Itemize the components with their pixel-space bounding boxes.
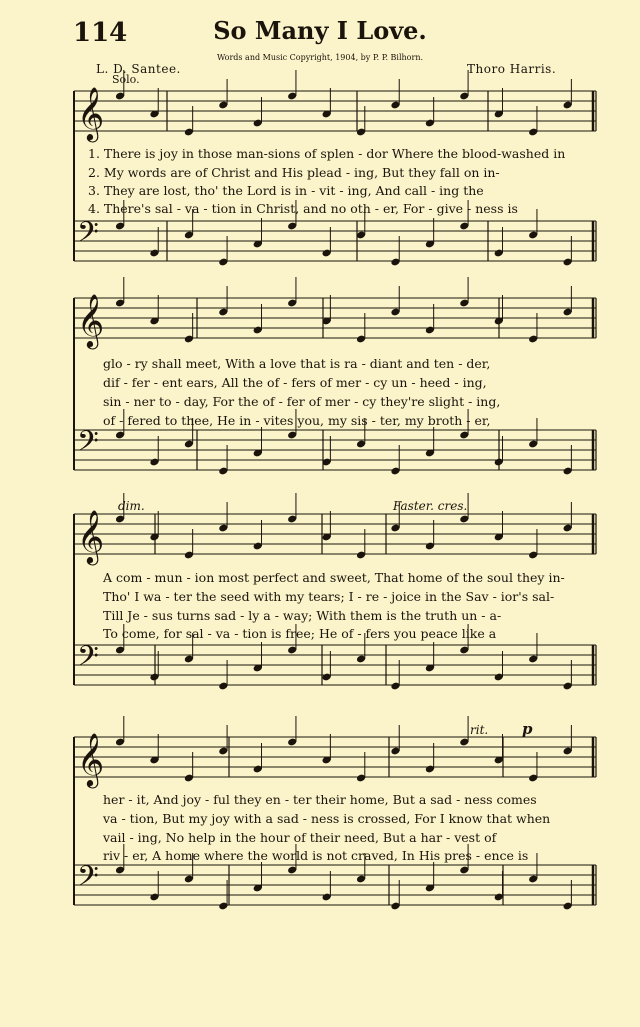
bass-clef-icon: 𝄢 bbox=[77, 640, 99, 680]
bass-clef-icon: 𝄢 bbox=[77, 216, 99, 256]
lyric-line: Tho' I wa - ter the seed with my tears; I - re - joice in the Sav - ior's sal- bbox=[103, 589, 555, 604]
treble-clef-icon: 𝄞 bbox=[77, 732, 105, 786]
rit-marking: rit. bbox=[470, 723, 489, 737]
lyric-line: 2. My words are of Christ and His plead - ing, But they fall on in- bbox=[88, 165, 500, 180]
lyric-line: A com - mun - ion most perfect and sweet, That home of the soul they in- bbox=[103, 570, 565, 585]
lyric-line: Till Je - sus turns sad - ly a - way; With them is the truth un - a- bbox=[103, 608, 502, 623]
lyric-line: sin - ner to - day, For the of - fer of mer - cy they're slight - ing, bbox=[103, 394, 501, 409]
solo-marking: Solo. bbox=[112, 73, 140, 86]
lyric-line: riv - er, A home where the world is not craved, In His pres - ence is bbox=[103, 848, 529, 863]
lyric-line: vail - ing, No help in the hour of their need, But a har - vest of bbox=[103, 830, 497, 845]
lyric-line: va - tion, But my joy with a sad - ness is crossed, For I know that when bbox=[103, 811, 551, 826]
tempo-marking: Faster. cres. bbox=[393, 499, 468, 513]
treble-clef-icon: 𝄞 bbox=[77, 293, 105, 347]
composer-credit: Thoro Harris. bbox=[467, 62, 557, 76]
lyric-line: 4. There's sal - va - tion in Christ, and no oth - er, For - give - ness is bbox=[88, 201, 518, 216]
lyric-line: glo - ry shall meet, With a love that is ra - diant and ten - der, bbox=[103, 356, 491, 371]
lyric-line: 3. They are lost, tho' the Lord is in - vit - ing, And call - ing the bbox=[88, 183, 484, 198]
hymn-title: So Many I Love. bbox=[213, 16, 427, 45]
dim-marking: dim. bbox=[118, 499, 145, 513]
copyright-notice: Words and Music Copyright, 1904, by P. P. Bilhorn. bbox=[216, 53, 424, 62]
lyric-line: dif - fer - ent ears, All the of - fers of mer - cy un - heed - ing, bbox=[103, 375, 487, 390]
treble-clef-icon: 𝄞 bbox=[77, 86, 105, 140]
page-number: 114 bbox=[73, 18, 128, 48]
lyricist-credit: L. D. Santee. bbox=[96, 62, 181, 76]
lyric-line: 1. There is joy in those man-sions of splen - dor Where the blood-washed in bbox=[88, 146, 566, 161]
lyric-line: To come, for sal - va - tion is free; He of - fers you peace like a bbox=[103, 626, 497, 641]
treble-clef-icon: 𝄞 bbox=[77, 509, 105, 563]
lyric-line: her - it, And joy - ful they en - ter their home, But a sad - ness comes bbox=[103, 792, 537, 807]
piano-marking: p bbox=[522, 720, 533, 738]
bass-clef-icon: 𝄢 bbox=[77, 860, 99, 900]
lyric-line: of - fered to thee, He in - vites you, my sis - ter, my broth - er, bbox=[103, 413, 491, 428]
bass-clef-icon: 𝄢 bbox=[77, 425, 99, 465]
